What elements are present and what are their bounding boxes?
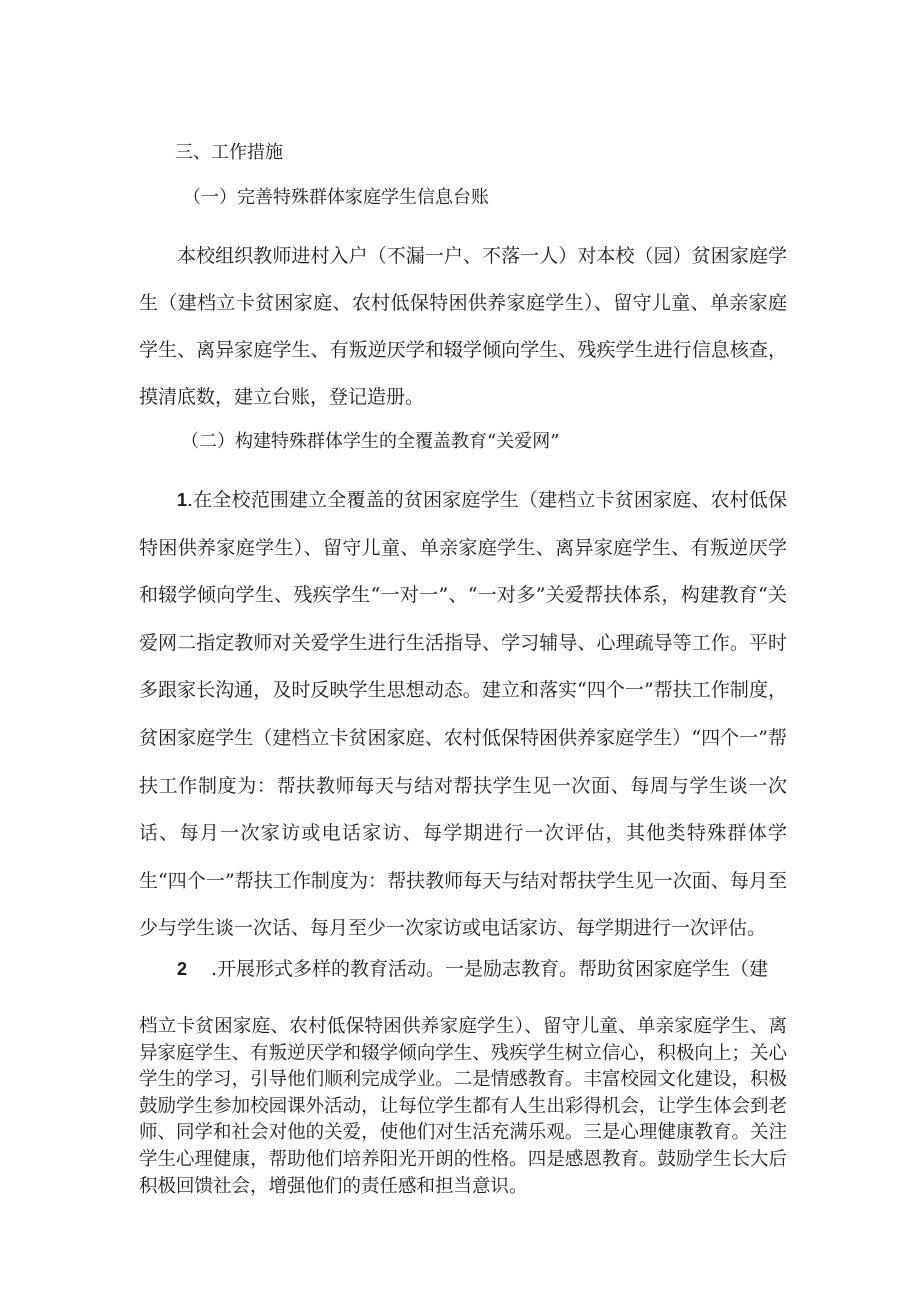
item-1-text: .在全校范围建立全覆盖的贫困家庭学生（建档立卡贫困家庭、农村低保特困供养家庭学生）、留守儿童、单亲家庭学生、离异家庭学生、有叛逆厌学和辍学倾向学生、残疾学生“一对一”、“一对多”关爱帮扶体系，构建教育“关爱网二指定教师对关爱学生进行生活指导、学习辅导、心理疏导等工作。平时多跟家长沟通，及时反映学生思想动态。建立和落实“四个一”帮扶工作制度，贫困家庭学生（建档立卡贫困家庭、农村低保特困供养家庭学生）“四个一”帮扶工作制度为：帮扶教师每天与结对帮扶学生见一次面、每周与学生谈一次话、每月一次家访或电话家访、每学期进行一次评估，其他类特殊群体学生“四个一”帮扶工作制度为：帮扶教师每天与结对帮扶学生见一次面、每月至少与学生谈一次话、每月至少一次家访或电话家访、每学期进行一次评估。 <box>139 489 787 940</box>
item-2-text-first-line: .开展形式多样的教育活动。一是励志教育。帮助贫困家庭学生（建 <box>211 958 769 980</box>
section-heading: 三、工作措施 <box>175 142 283 163</box>
subsection-2-item-1 <box>139 477 787 953</box>
subsection-2-item-2-body: 档立卡贫困家庭、农村低保特困供养家庭学生）、留守儿童、单亲家庭学生、离异家庭学生、有叛逆厌学和辍学倾向学生、残疾学生树立信心，积极向上；关心学生的学习，引导他们顺利完成学业。二是情感教育。丰富校园文化建设，积极鼓励学生参加校园课外活动，让每位学生都有人生出彩得机会，让学生体会到老师、同学和社会对他的关爱，使他们对生活充满乐观。三是心理健康教育。关注学生心理健康，帮助他们培养阳光开朗的性格。四是感恩教育。鼓励学生长大后积极回馈社会，增强他们的责任感和担当意识。 <box>139 1016 787 1197</box>
subsection-2-item-2-first-line <box>177 957 768 981</box>
item-1-number: 1 <box>177 490 188 510</box>
subsection-2-heading: （二）构建特殊群体学生的全覆盖教育“关爱网” <box>181 431 560 452</box>
subsection-1-paragraph: 本校组织教师进村入户（不漏一户、不落一人）对本校（园）贫困家庭学生（建档立卡贫困家庭、农村低保特困供养家庭学生）、留守儿童、单亲家庭学生、离异家庭学生、有叛逆厌学和辍学倾向学生、残疾学生进行信息核查，摸清底数，建立台账，登记造册。 <box>139 245 787 408</box>
subsection-1-heading: （一）完善特殊群体家庭学生信息台账 <box>183 187 489 208</box>
item-2-number: 2 <box>177 959 188 979</box>
